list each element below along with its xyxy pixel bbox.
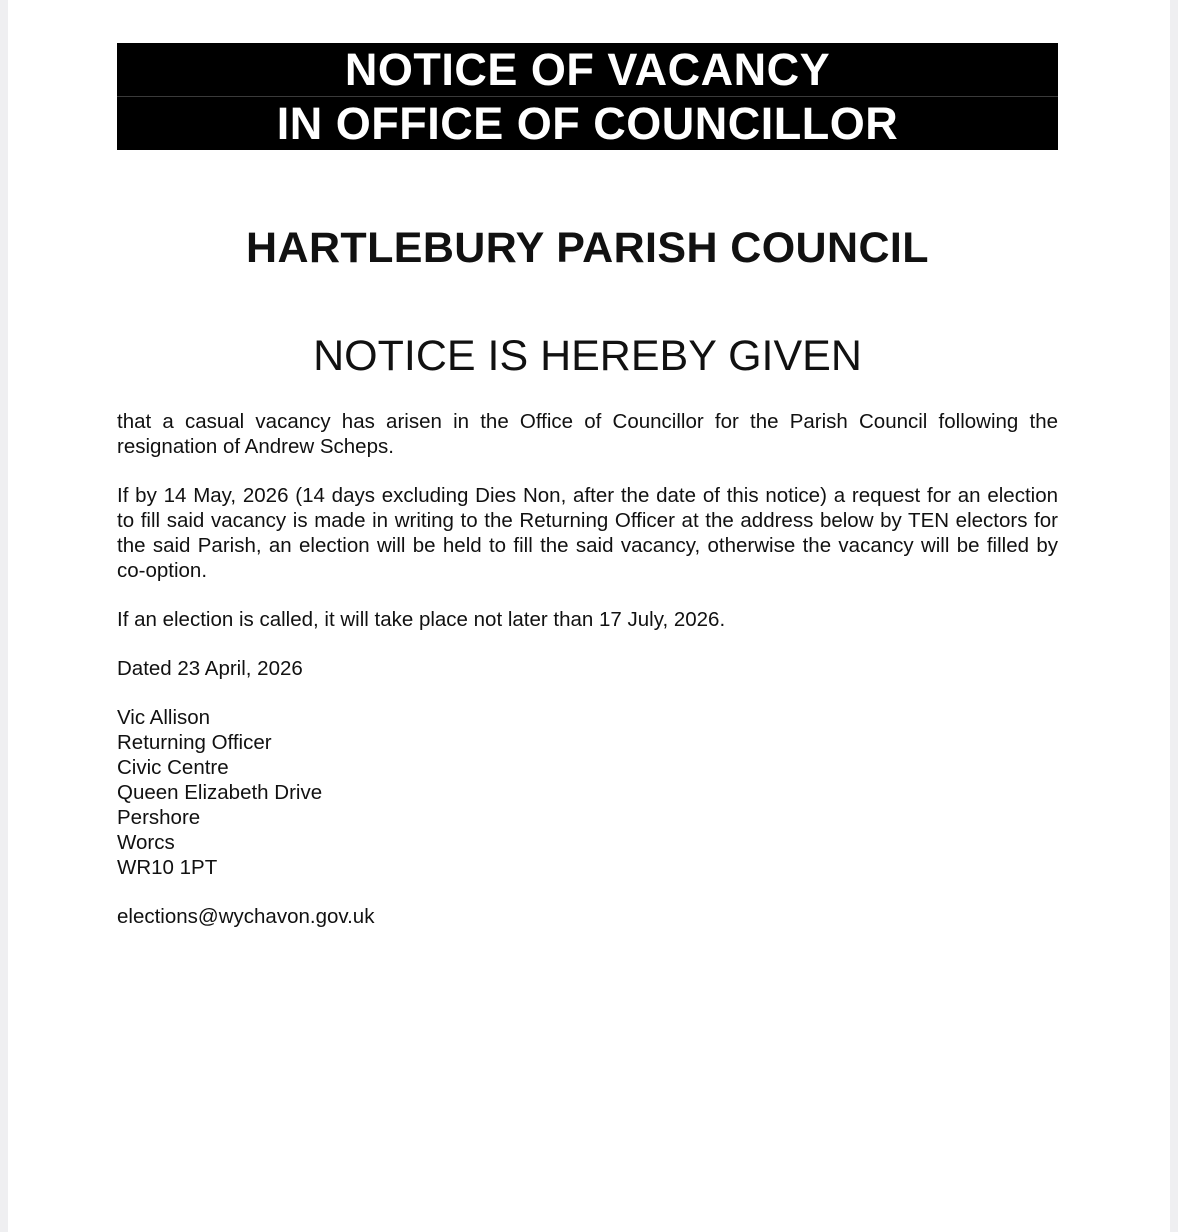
notice-heading: NOTICE IS HEREBY GIVEN [313,332,862,380]
notice-body [117,409,1058,929]
officer-title: Returning Officer [117,731,272,754]
address-line-1: Civic Centre [117,756,229,779]
banner-line-2: IN OFFICE OF COUNCILLOR [117,96,1058,150]
returning-officer-address [117,705,1058,880]
address-town: Pershore [117,806,201,829]
document-page [8,0,1170,1232]
dated-line: Dated 23 April, 2026 [117,657,303,680]
election-date-paragraph: If an election is called, it will take place not later than 17 July, 2026. [117,608,726,631]
vacancy-paragraph: that a casual vacancy has arisen in the Office of Councillor for the Parish Council following the resignation of Andrew Scheps. [117,410,1058,458]
election-request-paragraph: If by 14 May, 2026 (14 days excluding Dies Non, after the date of this notice) a request for an election to fill said vacancy is made in writing to the Returning Officer at the address below by TEN electors for the said Parish, an election will be held to fill the said vacancy, otherwise the vacancy will be filled by co-option. [117,484,1058,582]
vacancy-banner [117,43,1058,150]
officer-name: Vic Allison [117,706,211,729]
contact-email[interactable]: elections@wychavon.gov.uk [117,905,375,928]
banner-line-1: NOTICE OF VACANCY [344,44,831,95]
address-line-2: Queen Elizabeth Drive [117,781,323,804]
address-county: Worcs [117,831,175,854]
address-postcode: WR10 1PT [117,856,218,879]
council-name: HARTLEBURY PARISH COUNCIL [246,224,929,272]
